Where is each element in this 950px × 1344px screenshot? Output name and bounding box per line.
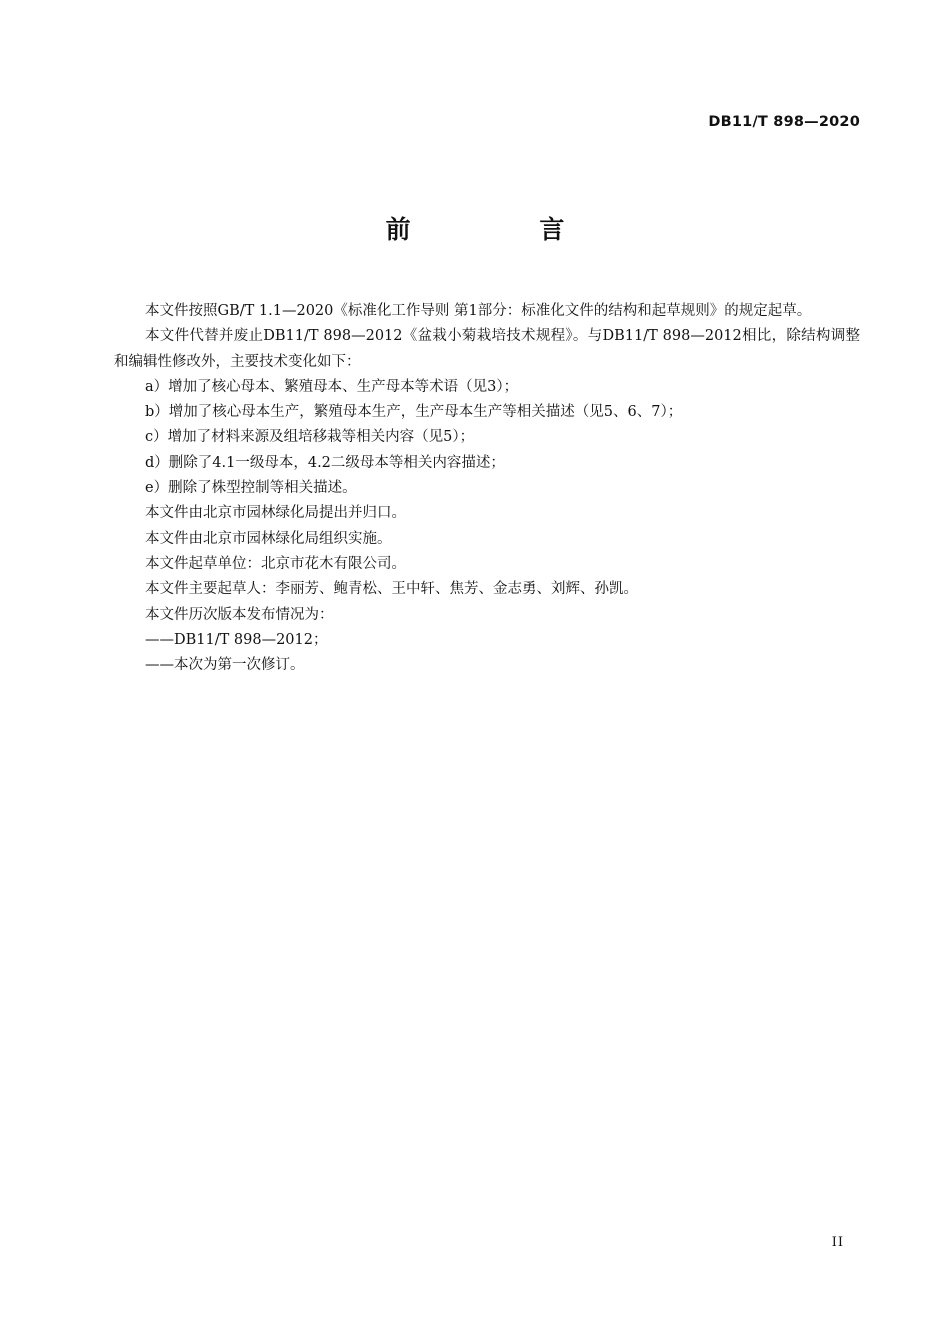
- page-number: II: [831, 1235, 844, 1250]
- paragraph-proposer: 本文件由北京市园林绿化局提出并归口。: [145, 505, 406, 522]
- list-item-change-a: a）增加了核心母本、繁殖母本、生产母本等术语（见3）；: [145, 378, 519, 395]
- paragraph-drafting-rules: 本文件按照GB/T 1.1—2020《标准化工作导则 第1部分：标准化文件的结构和起草规则》的规定起草。: [145, 303, 812, 319]
- list-item-version-current: ——本次为第一次修订。: [145, 657, 305, 674]
- document-code: DB11/T 898—2020: [708, 114, 860, 130]
- paragraph-drafting-unit: 本文件起草单位：北京市花木有限公司。: [145, 555, 406, 572]
- list-item-change-b: b）增加了核心母本生产，繁殖母本生产，生产母本生产等相关描述（见5、6、7）；: [145, 404, 683, 421]
- list-item-change-e: e）删除了株型控制等相关描述。: [145, 480, 357, 497]
- paragraph-version-history: 本文件历次版本发布情况为：: [145, 606, 334, 623]
- page-title: 前 言: [385, 215, 625, 244]
- foreword-body: [114, 299, 860, 678]
- paragraph-drafters: 本文件主要起草人：李丽芳、鲍青松、王中轩、焦芳、金志勇、刘辉、孙凯。: [145, 581, 638, 598]
- list-item-version-2012: ——DB11/T 898—2012；: [145, 631, 328, 648]
- list-item-change-d: d）删除了4.1一级母本，4.2二级母本等相关内容描述；: [145, 454, 505, 471]
- paragraph-implementer: 本文件由北京市园林绿化局组织实施。: [145, 530, 392, 547]
- paragraph-replacement: 本文件代替并废止DB11/T 898—2012《盆栽小菊栽培技术规程》。与DB11/T 898—2012相比，除结构调整和编辑性修改外，主要技术变化如下：: [114, 328, 860, 370]
- list-item-change-c: c）增加了材料来源及组培移栽等相关内容（见5）；: [145, 429, 475, 446]
